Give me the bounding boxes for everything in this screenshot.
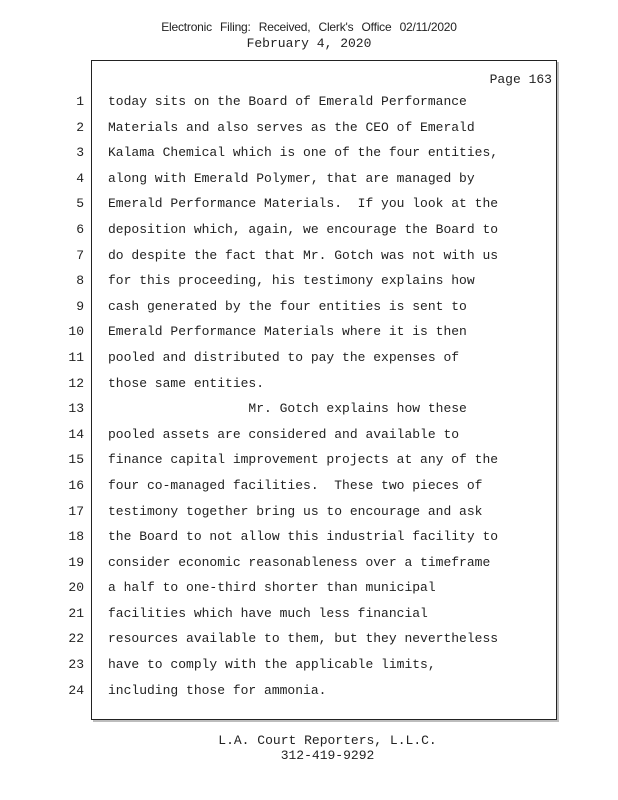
transcript-line [0,679,618,705]
line-number: 8 [76,273,84,289]
transcript-line [0,602,618,628]
line-number: 5 [76,196,84,212]
line-text: Kalama Chemical which is one of the four entities, [108,145,499,161]
line-number: 4 [76,170,84,186]
transcript-line [0,500,618,526]
line-number: 21 [68,605,84,621]
transcript-line [0,269,618,295]
line-text: four co-managed facilities. These two pieces of [108,477,483,493]
line-text: have to comply with the applicable limits, [108,657,436,673]
transcript-line [0,346,618,372]
transcript-line [0,167,618,193]
transcript-line [0,192,618,218]
line-text: cash generated by the four entities is sent to [108,298,467,314]
line-number: 12 [68,375,84,391]
line-text: finance capital improvement projects at any of the [108,452,499,468]
line-text: consider economic reasonableness over a timeframe [108,554,491,570]
line-text: Materials and also serves as the CEO of Emerald [108,119,475,135]
line-number: 17 [68,503,84,519]
line-number: 6 [76,221,84,237]
line-text: including those for ammonia. [108,682,327,698]
transcript-line [0,653,618,679]
transcript-line [0,474,618,500]
line-number: 13 [68,401,84,417]
line-number: 14 [68,426,84,442]
reporter-phone: 312-419-9292 [280,748,375,763]
line-text: today sits on the Board of Emerald Performance [108,94,467,109]
line-text: a half to one-third shorter than municipal [108,580,436,596]
line-text: pooled assets are considered and available to [108,426,460,442]
line-text: resources available to them, but they nevertheless [108,631,499,647]
line-number: 18 [68,529,84,545]
filing-stamp: Electronic Filing: Received, Clerk's Office 02/11/2020 [161,20,457,34]
line-number: 22 [68,631,84,647]
line-number: 7 [76,247,84,263]
line-number: 16 [68,477,84,493]
transcript-line [0,448,618,474]
line-text: pooled and distributed to pay the expenses of [108,349,460,365]
line-number: 9 [76,298,84,314]
page-number: Page 163 [489,72,552,87]
line-number: 20 [68,580,84,596]
line-number: 1 [76,94,84,109]
line-text: for this proceeding, his testimony explains how [108,273,475,289]
transcript-line [0,627,618,653]
line-number: 11 [68,349,84,365]
transcript-line [0,372,618,398]
line-text: facilities which have much less financial [108,605,428,621]
line-text: those same entities. [108,375,265,391]
line-number: 2 [76,119,84,135]
line-number: 24 [68,682,84,698]
transcript-line [0,576,618,602]
transcript-line [0,295,618,321]
line-text: Mr. Gotch explains how these [108,401,467,417]
line-number: 23 [68,657,84,673]
transcript-date: February 4, 2020 [246,36,372,51]
line-text: along with Emerald Polymer, that are managed by [108,170,475,186]
line-number: 10 [68,324,84,340]
transcript-line [0,218,618,244]
line-text: Emerald Performance Materials. If you look at the [108,196,499,212]
line-text: Emerald Performance Materials where it is then [108,324,467,340]
line-text: the Board to not allow this industrial facility to [108,529,499,545]
transcript-line [0,116,618,142]
line-text: do despite the fact that Mr. Gotch was not with us [108,247,499,263]
line-number: 19 [68,554,84,570]
line-text: testimony together bring us to encourage and ask [108,503,483,519]
transcript-line [0,397,618,423]
transcript-line [0,525,618,551]
transcript-line [0,90,618,116]
reporter-name: L.A. Court Reporters, L.L.C. [218,733,437,748]
transcript-lines [0,90,618,704]
line-number: 3 [76,145,84,161]
transcript-line [0,244,618,270]
transcript-line [0,141,618,167]
transcript-line [0,423,618,449]
transcript-line [0,551,618,577]
transcript-line [0,320,618,346]
line-text: deposition which, again, we encourage the Board to [108,221,499,237]
line-number: 15 [68,452,84,468]
